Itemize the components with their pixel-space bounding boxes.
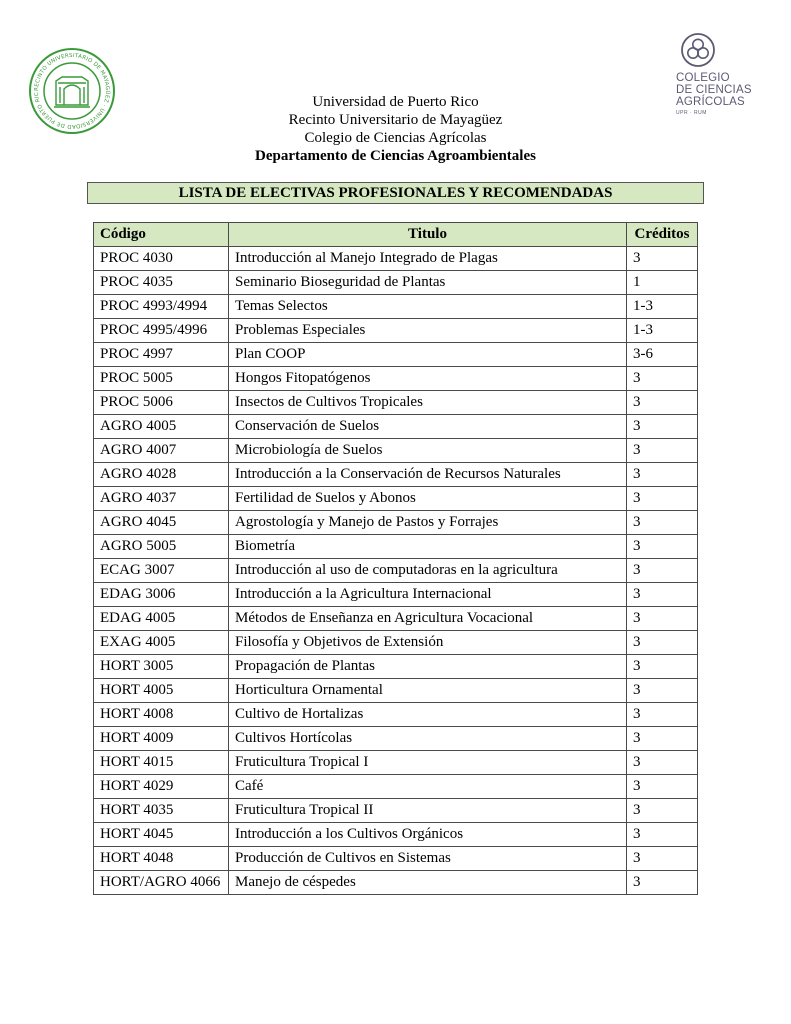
course-title-cell: Cultivo de Hortalizas [229,703,627,727]
course-code-cell: EXAG 4005 [94,631,229,655]
course-code-cell: PROC 5005 [94,367,229,391]
course-code-cell: AGRO 5005 [94,535,229,559]
course-title-cell: Seminario Bioseguridad de Plantas [229,271,627,295]
table-row [94,607,698,631]
course-credits-cell: 1-3 [627,295,698,319]
course-code-cell: AGRO 4028 [94,463,229,487]
course-title-cell: Métodos de Enseñanza en Agricultura Vocacional [229,607,627,631]
table-row [94,535,698,559]
table-row [94,295,698,319]
course-credits-cell: 3 [627,703,698,727]
course-title-cell: Introducción a la Conservación de Recursos Naturales [229,463,627,487]
course-title-cell: Temas Selectos [229,295,627,319]
course-code-cell: HORT 4008 [94,703,229,727]
course-credits-cell: 3 [627,415,698,439]
course-code-cell: EDAG 3006 [94,583,229,607]
course-title-cell: Propagación de Plantas [229,655,627,679]
course-title-cell: Biometría [229,535,627,559]
table-row [94,247,698,271]
brand-mark-icon [680,32,716,68]
course-title-cell: Cultivos Hortícolas [229,727,627,751]
course-credits-cell: 3 [627,751,698,775]
table-row [94,631,698,655]
course-credits-cell: 3 [627,871,698,895]
course-code-cell: PROC 5006 [94,391,229,415]
table-row [94,823,698,847]
course-credits-cell: 3 [627,487,698,511]
column-header-credits: Créditos [627,223,698,247]
course-title-cell: Agrostología y Manejo de Pastos y Forrajes [229,511,627,535]
course-code-cell: HORT 4005 [94,679,229,703]
course-code-cell: HORT 4045 [94,823,229,847]
course-credits-cell: 3 [627,511,698,535]
course-credits-cell: 3 [627,247,698,271]
course-title-cell: Producción de Cultivos en Sistemas [229,847,627,871]
table-row [94,487,698,511]
list-title-banner: LISTA DE ELECTIVAS PROFESIONALES Y RECOMENDADAS [87,182,704,204]
course-title-cell: Introducción al Manejo Integrado de Plagas [229,247,627,271]
table-row [94,871,698,895]
course-credits-cell: 1-3 [627,319,698,343]
course-credits-cell: 3-6 [627,343,698,367]
course-code-cell: PROC 4995/4996 [94,319,229,343]
course-credits-cell: 3 [627,463,698,487]
course-code-cell: HORT/AGRO 4066 [94,871,229,895]
table-row [94,751,698,775]
course-credits-cell: 3 [627,559,698,583]
table-row [94,511,698,535]
table-row [94,847,698,871]
course-credits-cell: 3 [627,367,698,391]
brand-line-1: COLEGIO [676,72,730,84]
table-row [94,415,698,439]
course-credits-cell: 3 [627,847,698,871]
column-header-code: Código [94,223,229,247]
course-credits-cell: 3 [627,391,698,415]
table-row [94,799,698,823]
course-credits-cell: 3 [627,535,698,559]
university-name: Universidad de Puerto Rico [312,94,479,110]
course-title-cell: Microbiología de Suelos [229,439,627,463]
course-code-cell: ECAG 3007 [94,559,229,583]
table-row [94,679,698,703]
table-row [94,655,698,679]
campus-name: Recinto Universitario de Mayagüez [288,112,503,128]
table-row [94,319,698,343]
course-credits-cell: 3 [627,439,698,463]
course-title-cell: Horticultura Ornamental [229,679,627,703]
course-title-cell: Hongos Fitopatógenos [229,367,627,391]
course-credits-cell: 3 [627,583,698,607]
table-row [94,703,698,727]
course-credits-cell: 3 [627,631,698,655]
course-credits-cell: 3 [627,679,698,703]
course-code-cell: HORT 3005 [94,655,229,679]
course-credits-cell: 3 [627,799,698,823]
course-title-cell: Fruticultura Tropical II [229,799,627,823]
course-title-cell: Fruticultura Tropical I [229,751,627,775]
course-credits-cell: 3 [627,607,698,631]
course-credits-cell: 1 [627,271,698,295]
course-title-cell: Manejo de céspedes [229,871,627,895]
course-credits-cell: 3 [627,727,698,751]
course-title-cell: Café [229,775,627,799]
course-code-cell: PROC 4993/4994 [94,295,229,319]
course-title-cell: Introducción a los Cultivos Orgánicos [229,823,627,847]
course-code-cell: HORT 4035 [94,799,229,823]
svg-text:RECINTO UNIVERSITARIO DE MAYAG: RECINTO UNIVERSITARIO DE MAYAGÜEZ · UNIVERSIDAD DE PUERTO RIC [33,52,111,130]
course-title-cell: Problemas Especiales [229,319,627,343]
course-code-cell: HORT 4009 [94,727,229,751]
department-name: Departamento de Ciencias Agroambientales [255,148,536,164]
course-title-cell: Introducción al uso de computadoras en la agricultura [229,559,627,583]
table-row [94,367,698,391]
course-title-cell: Plan COOP [229,343,627,367]
college-name: Colegio de Ciencias Agrícolas [304,130,487,146]
table-header-row [94,223,698,247]
course-code-cell: AGRO 4005 [94,415,229,439]
course-title-cell: Conservación de Suelos [229,415,627,439]
brand-line-3: AGRÍCOLAS [676,96,745,108]
course-code-cell: AGRO 4007 [94,439,229,463]
electives-table [93,222,698,895]
course-credits-cell: 3 [627,775,698,799]
brand-line-2: DE CIENCIAS [676,84,752,96]
course-code-cell: HORT 4048 [94,847,229,871]
course-code-cell: EDAG 4005 [94,607,229,631]
table-row [94,727,698,751]
table-row [94,343,698,367]
course-code-cell: AGRO 4037 [94,487,229,511]
table-row [94,271,698,295]
course-title-cell: Introducción a la Agricultura Internacional [229,583,627,607]
table-row [94,439,698,463]
table-row [94,391,698,415]
course-code-cell: HORT 4029 [94,775,229,799]
course-credits-cell: 3 [627,655,698,679]
course-code-cell: PROC 4030 [94,247,229,271]
course-credits-cell: 3 [627,823,698,847]
course-code-cell: AGRO 4045 [94,511,229,535]
institution-header [0,93,791,165]
table-row [94,559,698,583]
table-row [94,463,698,487]
course-title-cell: Filosofía y Objetivos de Extensión [229,631,627,655]
course-code-cell: PROC 4035 [94,271,229,295]
course-title-cell: Insectos de Cultivos Tropicales [229,391,627,415]
course-title-cell: Fertilidad de Suelos y Abonos [229,487,627,511]
course-code-cell: HORT 4015 [94,751,229,775]
table-row [94,775,698,799]
course-code-cell: PROC 4997 [94,343,229,367]
column-header-title: Titulo [229,223,627,247]
table-row [94,583,698,607]
brand-subtext: UPR · RUM [676,110,707,116]
